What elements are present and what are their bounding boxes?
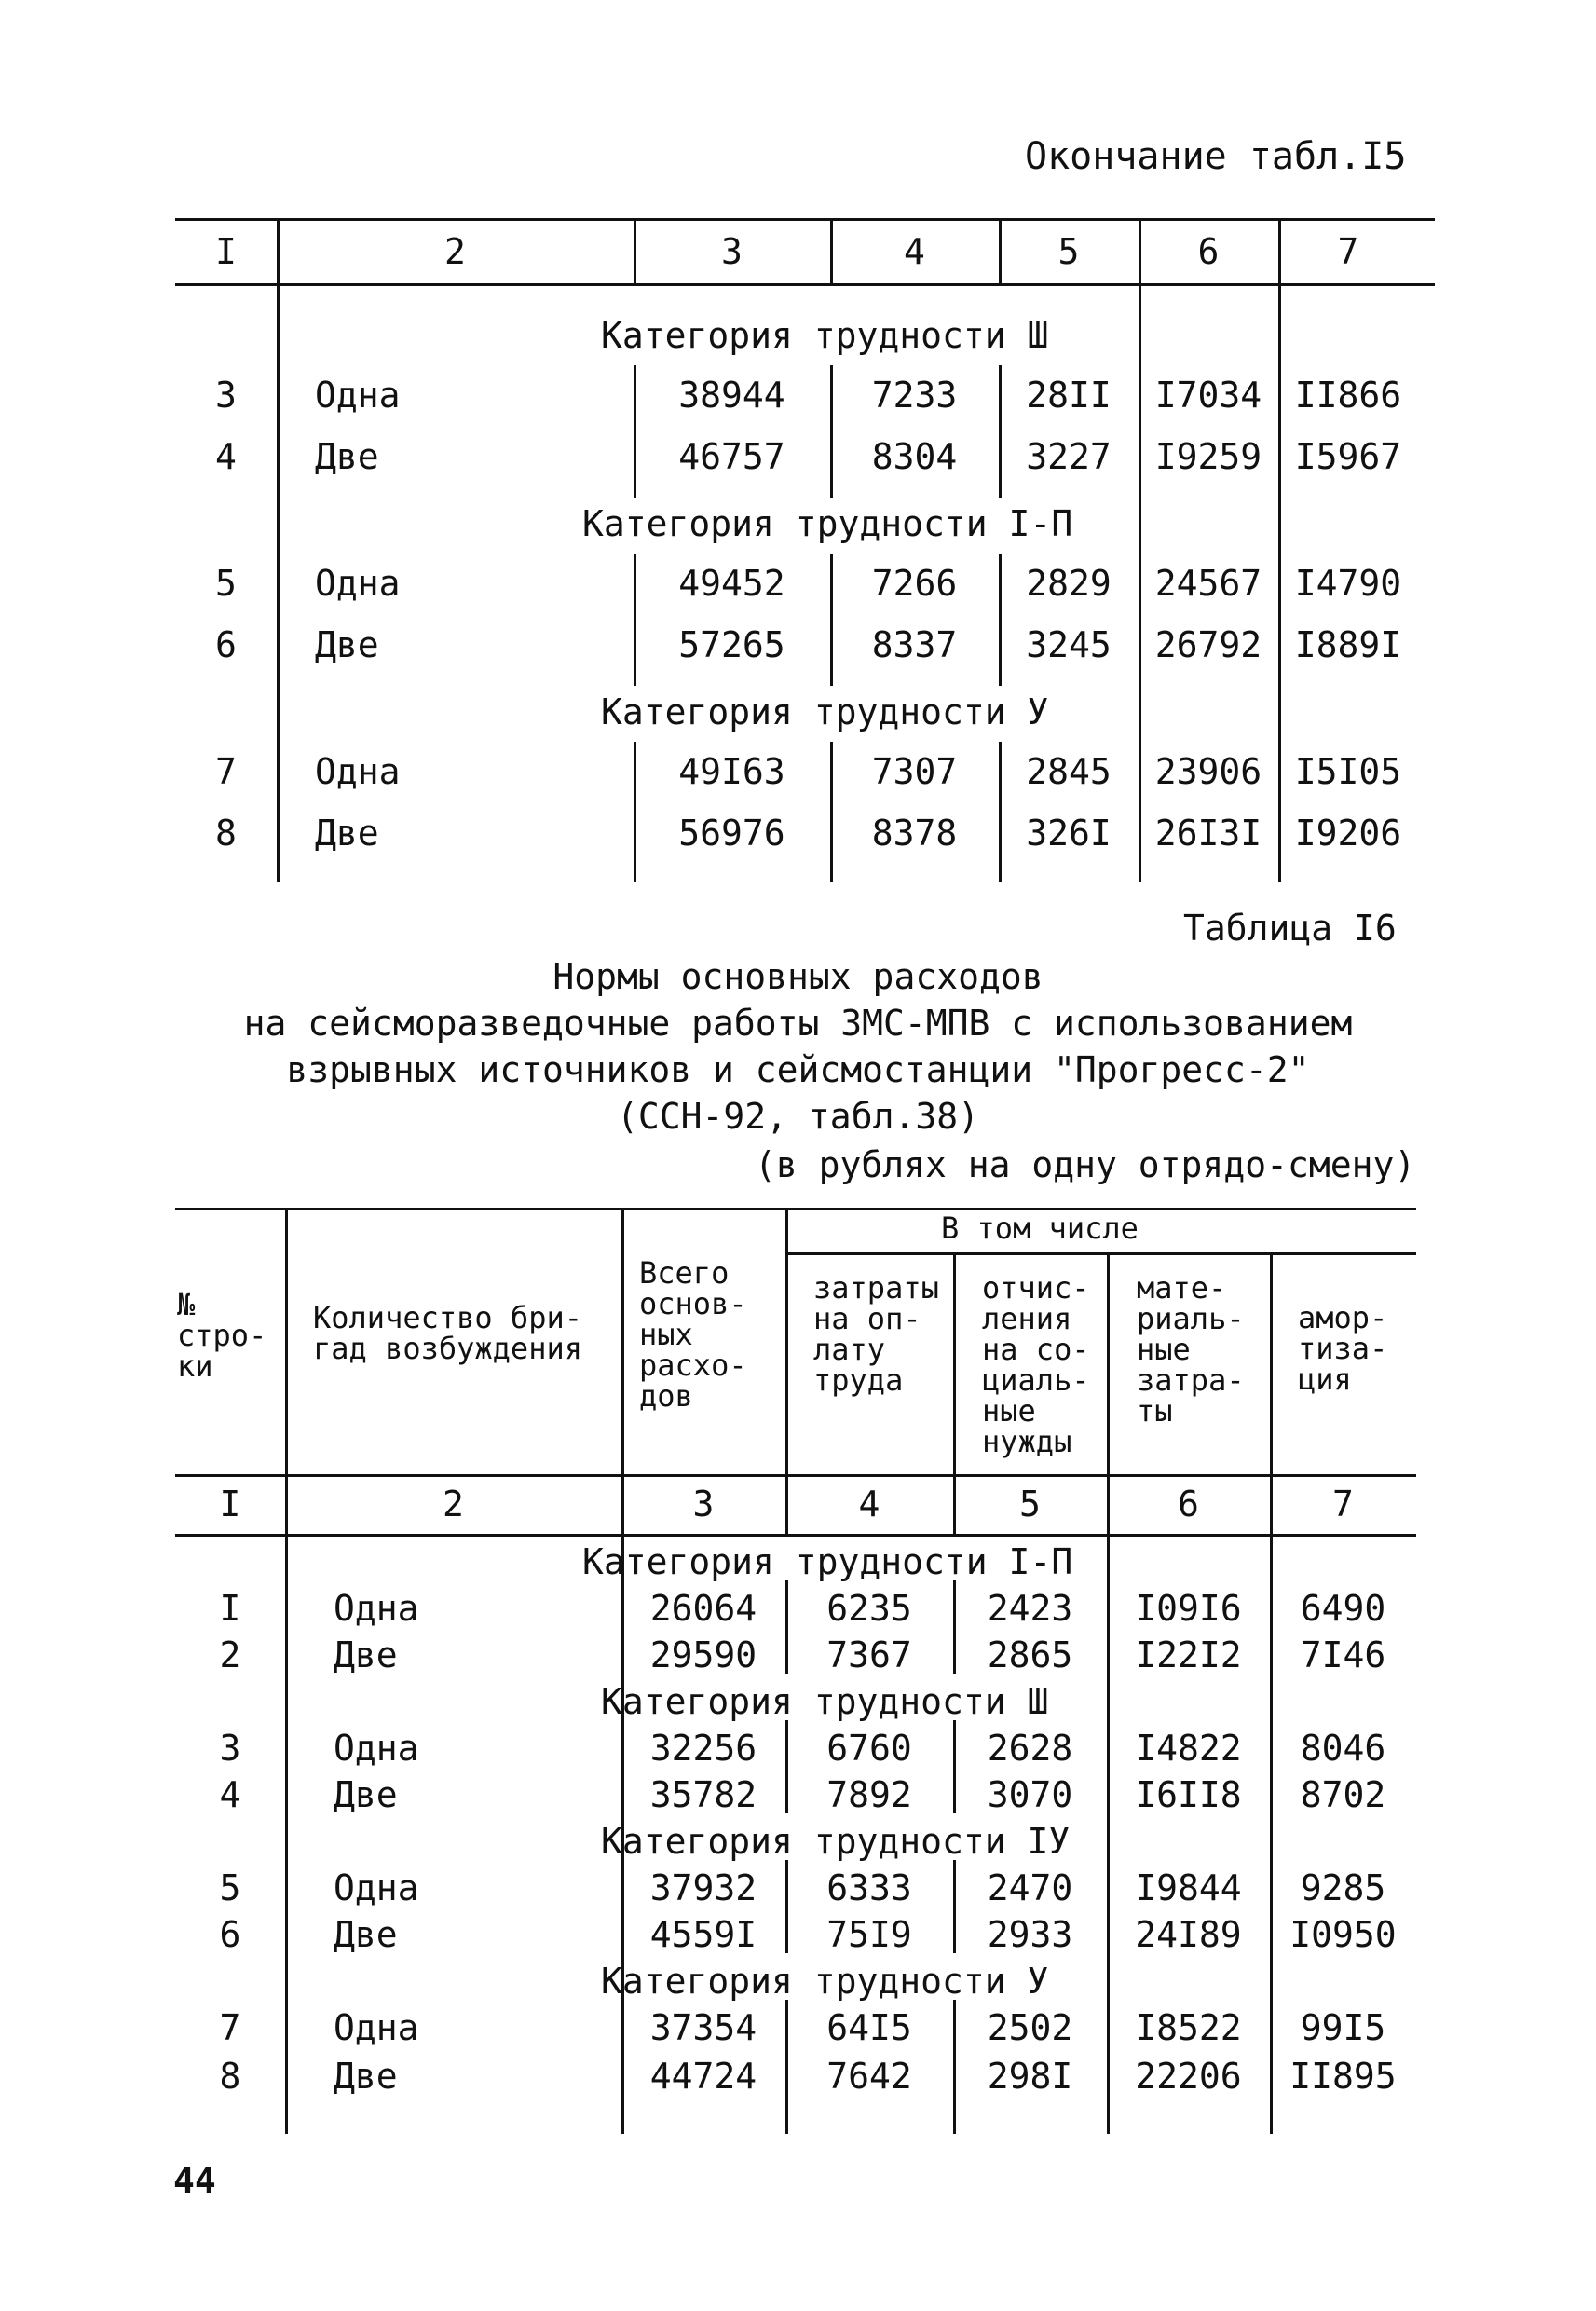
row-number: 8: [219, 2056, 241, 2097]
column-number: 4: [858, 1484, 880, 1525]
column-number: 3: [721, 231, 743, 272]
table15-header-rule: [175, 283, 1435, 286]
table-cell: 28II: [1026, 375, 1112, 416]
title-line: (ССН-92, табл.38): [617, 1096, 979, 1137]
row-number: 5: [215, 563, 237, 604]
table-cell: I5I05: [1294, 751, 1402, 792]
row-number: 4: [215, 436, 237, 477]
table-cell: I4822: [1135, 1728, 1242, 1769]
header-including: В том числе: [941, 1210, 1139, 1246]
title-line: на сейсморазведочные работы ЗМС-МПВ с использованием: [243, 1003, 1353, 1044]
table-cell: I4790: [1294, 563, 1402, 604]
category-heading: Категория трудности У: [601, 691, 1049, 732]
table-cell: I5967: [1294, 436, 1402, 477]
table-cell: 23906: [1154, 751, 1262, 792]
table-cell: 3227: [1026, 436, 1112, 477]
table-cell: 7233: [871, 375, 958, 416]
table-cell: 2423: [987, 1588, 1073, 1629]
table-cell: II866: [1294, 375, 1402, 416]
table-cell: 2470: [987, 1867, 1073, 1908]
table-cell: I6II8: [1135, 1774, 1242, 1815]
table-cell: 2865: [987, 1634, 1073, 1675]
brigade-count: Две: [315, 436, 379, 477]
table-cell: 49452: [678, 563, 785, 604]
row-number: 6: [215, 624, 237, 665]
table-cell: 26064: [649, 1588, 757, 1629]
table15-top-rule: [175, 218, 1435, 221]
row-number: 3: [219, 1728, 241, 1769]
row-number: I: [219, 1588, 241, 1629]
table-cell: I9259: [1154, 436, 1262, 477]
table-cell: 75I9: [826, 1914, 912, 1955]
column-number: 7: [1332, 1484, 1354, 1525]
table-cell: I09I6: [1135, 1588, 1242, 1629]
table-cell: 24I89: [1135, 1914, 1242, 1955]
brigade-count: Одна: [315, 563, 401, 604]
table-cell: I9844: [1135, 1867, 1242, 1908]
table-cell: 44724: [649, 2056, 757, 2097]
table-cell: 8702: [1300, 1774, 1386, 1815]
brigade-count: Одна: [334, 2007, 419, 2048]
table-cell: 2933: [987, 1914, 1073, 1955]
table-cell: 49I63: [678, 751, 785, 792]
table-cell: 8378: [871, 813, 958, 854]
table-cell: 9285: [1300, 1867, 1386, 1908]
table-cell: I22I2: [1135, 1634, 1242, 1675]
category-heading: Категория трудности I-П: [582, 503, 1073, 544]
header-brigades: Количество бри- гад возбуждения: [313, 1300, 582, 1366]
table-cell: 7307: [871, 751, 958, 792]
table-cell: 298I: [987, 2056, 1073, 2097]
row-number: 2: [219, 1634, 241, 1675]
row-number: 5: [219, 1867, 241, 1908]
continuation-label: Окончание табл.I5: [1025, 135, 1407, 178]
table-cell: I0950: [1289, 1914, 1397, 1955]
table-cell: 7266: [871, 563, 958, 604]
table-cell: 56976: [678, 813, 785, 854]
table16-subheader-rule: [785, 1252, 1416, 1255]
row-number: 3: [215, 375, 237, 416]
table-cell: 4559I: [649, 1914, 757, 1955]
table-cell: 26792: [1154, 624, 1262, 665]
table-cell: 7642: [826, 2056, 912, 2097]
row-number: 4: [219, 1774, 241, 1815]
table-cell: I8522: [1135, 2007, 1242, 2048]
row-number: 7: [219, 2007, 241, 2048]
brigade-count: Одна: [315, 375, 401, 416]
table-cell: I889I: [1294, 624, 1402, 665]
table-cell: 37932: [649, 1867, 757, 1908]
table-cell: 2502: [987, 2007, 1073, 2048]
header-row-no: № стро- ки: [177, 1287, 267, 1384]
table-cell: 7367: [826, 1634, 912, 1675]
column-number: 5: [1057, 231, 1080, 272]
table-cell: 37354: [649, 2007, 757, 2048]
brigade-count: Одна: [334, 1588, 419, 1629]
table-cell: 8337: [871, 624, 958, 665]
table-cell: 29590: [649, 1634, 757, 1675]
category-heading: Категория трудности У: [601, 1961, 1049, 2002]
table-cell: 6235: [826, 1588, 912, 1629]
table-cell: 2845: [1026, 751, 1112, 792]
column-number: 7: [1337, 231, 1359, 272]
table-label: Таблица I6: [1183, 908, 1397, 949]
table-cell: 8046: [1300, 1728, 1386, 1769]
header-amortization: амор- тиза- ция: [1298, 1300, 1388, 1397]
brigade-count: Две: [334, 1914, 398, 1955]
header-social: отчис- ления на со- циаль- ные нужды: [982, 1270, 1090, 1459]
brigade-count: Две: [315, 813, 379, 854]
header-total: Всего основ- ных расхо- дов: [639, 1255, 747, 1414]
column-number: 6: [1197, 231, 1220, 272]
table-cell: I7034: [1154, 375, 1262, 416]
brigade-count: Две: [315, 624, 379, 665]
table-cell: 8304: [871, 436, 958, 477]
table-cell: II895: [1289, 2056, 1397, 2097]
column-number: 2: [443, 1484, 464, 1525]
table-cell: 3070: [987, 1774, 1073, 1815]
row-number: 8: [215, 813, 237, 854]
category-heading: Категория трудности I-П: [582, 1541, 1073, 1582]
table16-colnum-rule: [175, 1534, 1416, 1537]
column-number: I: [219, 1484, 241, 1525]
brigade-count: Одна: [334, 1867, 419, 1908]
column-number: 3: [692, 1484, 715, 1525]
table-cell: 32256: [649, 1728, 757, 1769]
table-cell: 326I: [1026, 813, 1112, 854]
table-cell: 46757: [678, 436, 785, 477]
title-line: взрывных источников и сейсмостанции "Прогресс-2": [286, 1049, 1310, 1090]
table-cell: 99I5: [1300, 2007, 1386, 2048]
column-number: 6: [1178, 1484, 1199, 1525]
table-cell: 57265: [678, 624, 785, 665]
title-line: Нормы основных расходов: [552, 956, 1044, 997]
column-number: I: [215, 231, 237, 272]
brigade-count: Две: [334, 1634, 398, 1675]
header-materials: мате- риаль- ные затра- ты: [1137, 1270, 1245, 1429]
table-cell: 6760: [826, 1728, 912, 1769]
table-cell: 22206: [1135, 2056, 1242, 2097]
table-cell: 38944: [678, 375, 785, 416]
table-cell: 2829: [1026, 563, 1112, 604]
header-labor: затраты на оп- лату труда: [813, 1270, 939, 1398]
table-cell: 3245: [1026, 624, 1112, 665]
table-cell: 6333: [826, 1867, 912, 1908]
table-cell: 26I3I: [1154, 813, 1262, 854]
table-cell: 24567: [1154, 563, 1262, 604]
column-number: 4: [904, 231, 925, 272]
brigade-count: Две: [334, 1774, 398, 1815]
page-number: 44: [173, 2160, 216, 2201]
table16-header-rule: [175, 1474, 1416, 1477]
table-cell: 6490: [1300, 1588, 1386, 1629]
table-cell: 2628: [987, 1728, 1073, 1769]
brigade-count: Две: [334, 2056, 398, 2097]
row-number: 7: [215, 751, 237, 792]
row-number: 6: [219, 1914, 241, 1955]
table-cell: 64I5: [826, 2007, 912, 2048]
category-heading: Категория трудности Ш: [601, 1681, 1049, 1722]
table-cell: 7I46: [1300, 1634, 1386, 1675]
table-cell: 7892: [826, 1774, 912, 1815]
brigade-count: Одна: [315, 751, 401, 792]
column-number: 2: [444, 231, 466, 272]
category-heading: Категория трудности Ш: [601, 315, 1049, 356]
table16-top-rule: [175, 1208, 1416, 1210]
table-cell: I9206: [1294, 813, 1402, 854]
units-note: (в рублях на одну отрядо-смену): [755, 1144, 1416, 1185]
column-number: 5: [1019, 1484, 1041, 1525]
table-cell: 35782: [649, 1774, 757, 1815]
brigade-count: Одна: [334, 1728, 419, 1769]
category-heading: Категория трудности IУ: [601, 1821, 1071, 1862]
